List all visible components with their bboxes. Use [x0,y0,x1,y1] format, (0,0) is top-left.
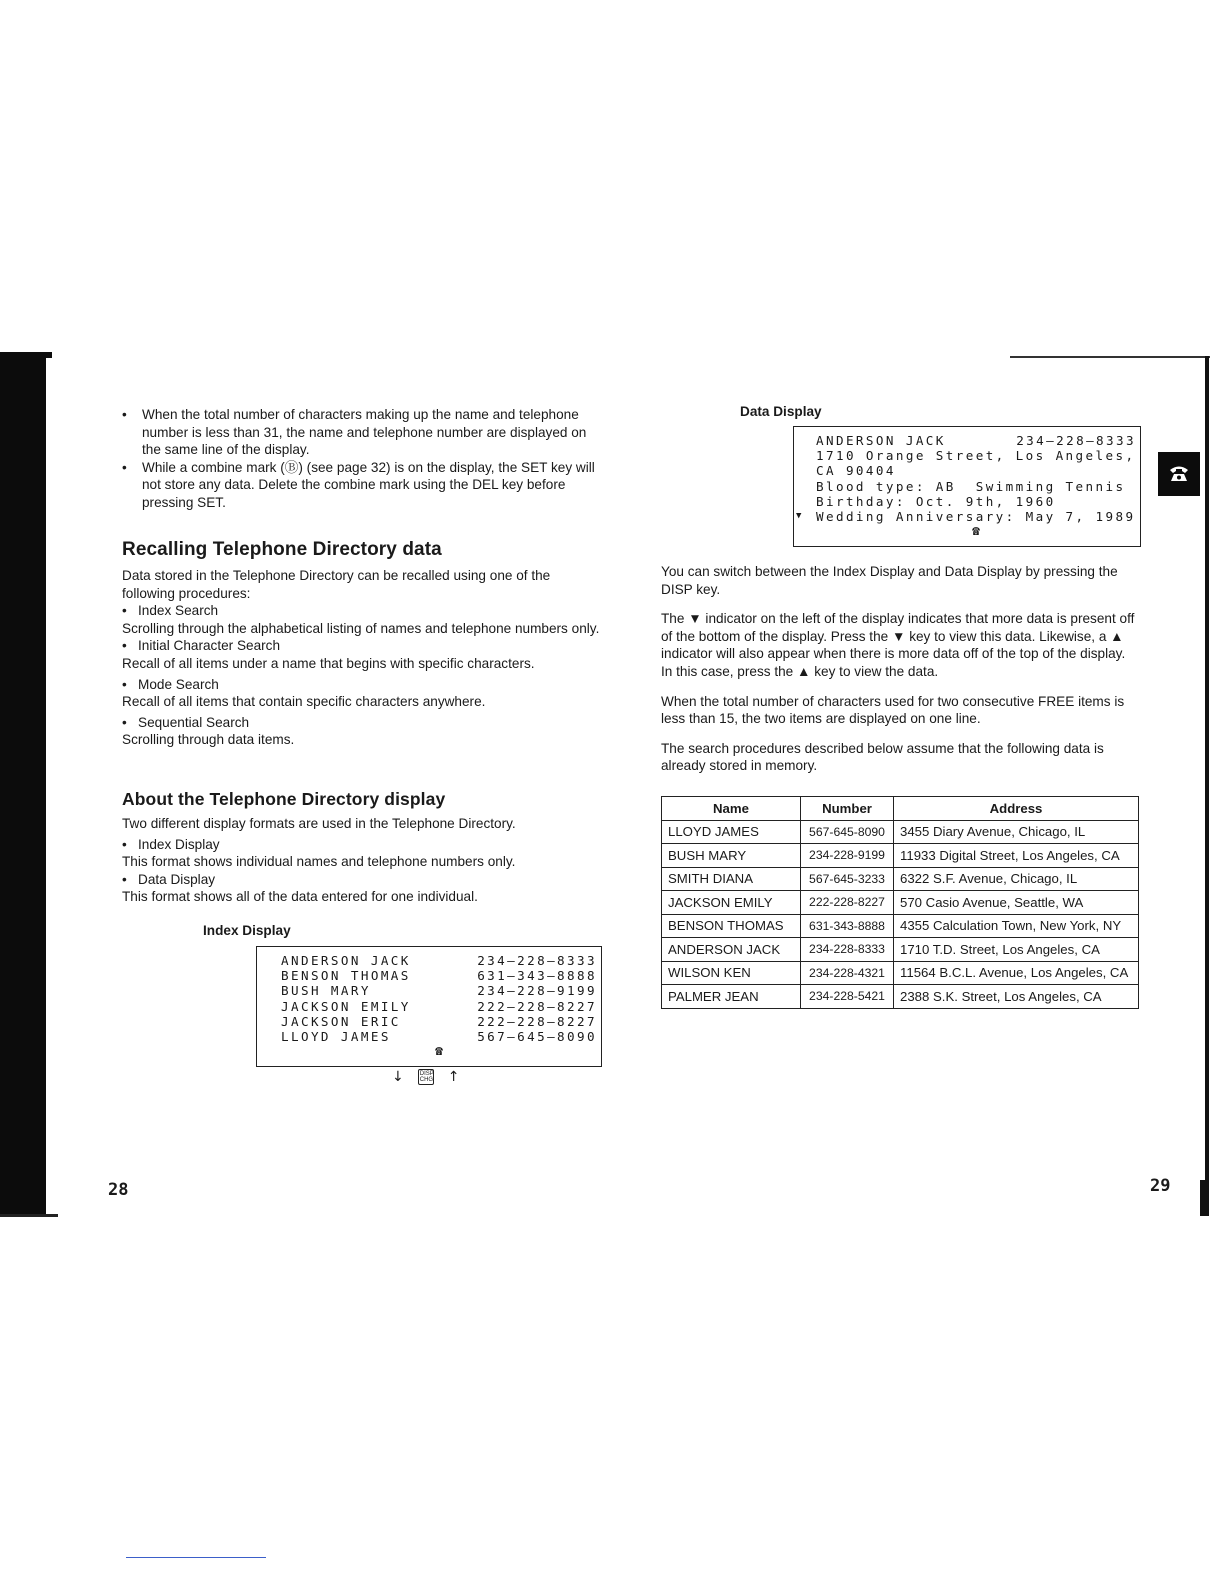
index-row [281,953,597,968]
left-bullets [122,406,602,512]
index-row-number: 234—228—9199 [477,983,597,999]
table-row [662,938,1139,962]
table-row [662,985,1139,1009]
table-row [662,891,1139,915]
format-item-desc: This format shows individual names and telephone numbers only. [122,854,516,870]
format-item: • Index Display [122,836,220,852]
cell-name: BUSH MARY [662,844,801,868]
more-below-indicator-icon: ▼ [796,511,802,522]
search-item-desc: Recall of all items under a name that begins with specific characters. [122,655,535,671]
index-row-number: 567—645—8090 [477,1029,597,1045]
index-row-number: 222—228—8227 [477,998,597,1014]
scan-left-edge [0,352,46,1216]
section-tab [1158,452,1200,496]
about-intro: Two different display formats are used in the Telephone Directory. [122,816,516,831]
cell-address: 11933 Digital Street, Los Angeles, CA [894,844,1139,868]
paragraph: The search procedures described below assume that the following data is already stored in memory. [661,740,1104,774]
search-item: • Mode Search [122,676,219,692]
table-row [662,844,1139,868]
cell-address: 2388 S.K. Street, Los Angeles, CA [894,985,1139,1009]
right-paragraphs [661,563,1139,775]
cell-address: 3455 Diary Avenue, Chicago, IL [894,820,1139,844]
table-row [662,961,1139,985]
format-item-desc: This format shows all of the data entered for one individual. [122,889,478,905]
telephone-icon [1167,461,1191,485]
index-row [281,968,597,983]
index-row [281,1029,597,1044]
search-item-desc: Scrolling through data items. [122,732,295,748]
data-row [816,433,1136,448]
table-header-row [662,797,1139,821]
table-row [662,820,1139,844]
data-row: Birthday: Oct. 9th, 1960 [816,493,1056,509]
arrow-up-icon: ↑ [447,1069,460,1085]
index-row [281,1014,597,1029]
cell-number: 234-228-5421 [801,985,894,1009]
cell-number: 222-228-8227 [801,891,894,915]
data-row: Blood type: AB Swimming Tennis [816,478,1126,494]
cell-number: 567-645-3233 [801,867,894,891]
paragraph: You can switch between the Index Display and Data Display by pressing the DISP key. [661,564,1118,597]
cell-address: 4355 Calculation Town, New York, NY [894,914,1139,938]
about-heading: About the Telephone Directory display [122,789,446,809]
phone-mode-icon: ☎ [972,524,980,540]
paragraph: When the total number of characters used for two consecutive FREE items is less than 15, the two items are displayed on one line. [661,693,1125,727]
index-row-number: 234—228—8333 [477,953,597,968]
data-row-name: ANDERSON JACK [816,433,946,448]
recalling-heading: Recalling Telephone Directory data [122,539,442,560]
data-row-text: Wedding Anniversary: May 7, 1989 [816,509,1136,525]
data-display-screen [793,426,1141,547]
scan-blue-line [126,1557,266,1558]
cell-number: 234-228-9199 [801,844,894,868]
cell-name: SMITH DIANA [662,867,801,891]
cell-name: JACKSON EMILY [662,891,801,915]
cell-address: 570 Casio Avenue, Seattle, WA [894,891,1139,915]
column-header: Number [801,797,894,821]
search-item: • Initial Character Search [122,638,281,654]
index-display-screen [256,946,602,1067]
search-item-title: Index Search [138,603,219,619]
cell-name: ANDERSON JACK [662,938,801,962]
arrow-down-icon: ↓ [392,1069,404,1085]
data-row: 1710 Orange Street, Los Angeles, [816,448,1136,464]
cell-number: 234-228-4321 [801,961,894,985]
search-item: • Index Search [122,603,219,619]
bullet-item: • When the total number of characters making up the name and telephone number is less than 31, the name and telephone number are displayed on the same line of the display. [122,406,602,459]
data-row-number: 234—228—8333 [1016,433,1136,448]
format-item-title: Data Display [138,871,216,887]
table-row [662,914,1139,938]
recalling-intro: Data stored in the Telephone Directory can be recalled using one of the following procedures: [122,568,551,601]
scan-left-edge-top [0,352,52,358]
cell-number: 567-645-8090 [801,820,894,844]
index-row-name: JACKSON EMILY [281,998,411,1014]
cell-name: PALMER JEAN [662,985,801,1009]
cell-address: 1710 T.D. Street, Los Angeles, CA [894,938,1139,962]
data-row [796,509,1136,525]
cell-address: 11564 B.C.L. Avenue, Los Angeles, CA [894,961,1139,985]
index-row-number: 222—228—8227 [477,1013,597,1029]
format-item-title: Index Display [138,836,220,852]
table-row [662,867,1139,891]
cell-number: 631-343-8888 [801,914,894,938]
disp-chg-key-icon: DISP CHG [419,1071,434,1083]
index-row-name: BENSON THOMAS [281,968,411,984]
cell-name: WILSON KEN [662,961,801,985]
recalling-section [122,567,602,749]
format-item: • Data Display [122,871,216,887]
index-row-name: JACKSON ERIC [281,1013,401,1029]
search-item-desc: Scrolling through the alphabetical listing of names and telephone numbers only. [122,620,600,636]
cell-name: LLOYD JAMES [662,820,801,844]
phone-mode-icon: ☎ [435,1044,443,1060]
page-number-left: 28 [108,1180,129,1200]
paragraph: The ▼ indicator on the left of the display indicates that more data is present off of the bottom of the display. Press the ▼ key to view this data. Likewise, a ▲ indicator will also appear when there is more data off of the top of the display. In this case, press the ▲ key to view the data. [661,611,1135,679]
scan-right-edge [1205,356,1209,1216]
index-row-number: 631—343—8888 [477,968,597,984]
cell-number: 234-228-8333 [801,938,894,962]
search-item: • Sequential Search [122,714,250,730]
data-display-label: Data Display [740,404,822,419]
column-header: Name [662,797,801,821]
column-header: Address [894,797,1139,821]
page-number-right: 29 [1150,1176,1171,1196]
bullet-item: • While a combine mark (Ⓑ) (see page 32) is on the display, the SET key will not store any data. Delete the combine mark using the DEL key before pressing SET. [122,459,602,512]
index-row-name: ANDERSON JACK [281,953,411,968]
directory-table [661,796,1139,1009]
search-item-desc: Recall of all items that contain specific characters anywhere. [122,694,486,710]
scan-right-edge-bottom [1200,1180,1208,1216]
scan-bottom-rule [0,1214,58,1217]
right-page-top-rule [1010,356,1210,358]
index-display-label: Index Display [203,923,291,938]
index-nav-keys [392,1069,459,1085]
search-item-title: Initial Character Search [138,638,281,654]
search-item-title: Sequential Search [138,714,250,730]
index-row [281,983,597,998]
index-row-name: LLOYD JAMES [281,1029,391,1045]
data-row: CA 90404 [816,463,896,479]
index-row-name: BUSH MARY [281,983,371,999]
about-section [122,815,602,906]
search-item-title: Mode Search [138,676,219,692]
index-row [281,999,597,1014]
cell-address: 6322 S.F. Avenue, Chicago, IL [894,867,1139,891]
cell-name: BENSON THOMAS [662,914,801,938]
